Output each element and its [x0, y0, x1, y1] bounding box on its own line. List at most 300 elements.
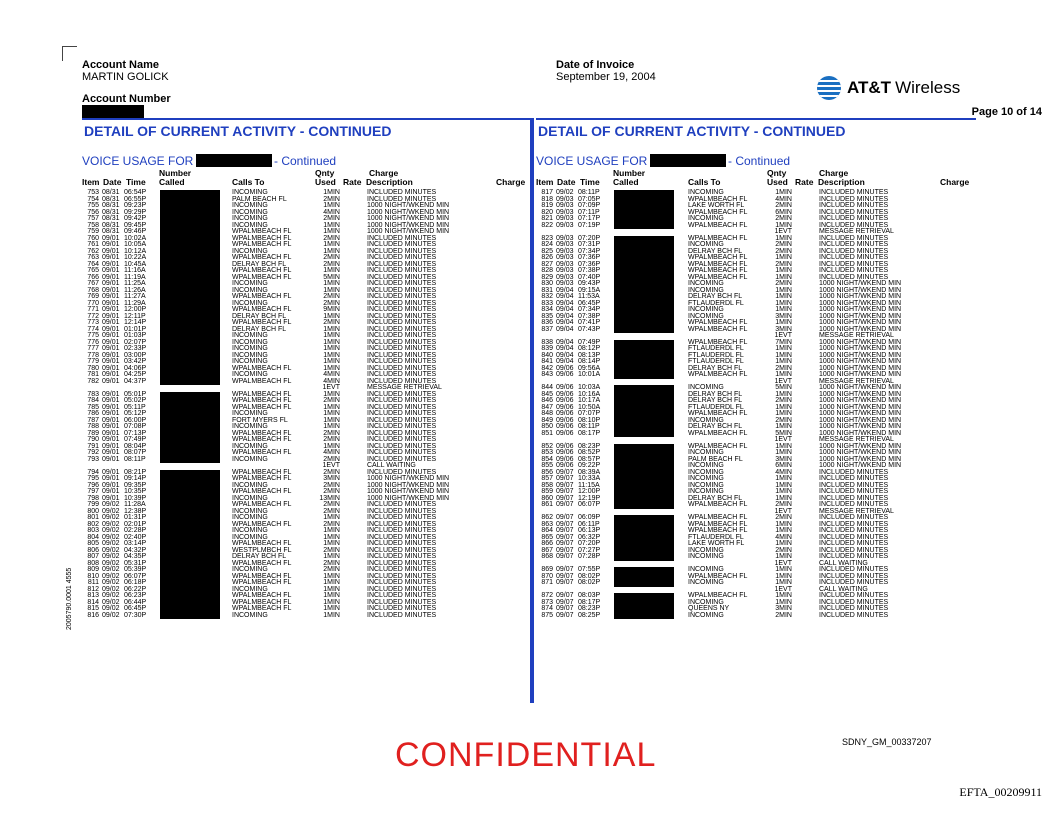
voice-suffix-right: - Continued — [728, 154, 791, 168]
cell-date: 09/01 — [102, 247, 120, 255]
cell-date: 09/01 — [102, 358, 120, 365]
cell-calls-to: WPALMBEACH FL — [232, 390, 292, 398]
cell-used: 1MIN — [775, 234, 792, 242]
cell-item: 755 — [87, 202, 99, 209]
cell-description: 1000 NIGHT/WKEND MIN — [819, 371, 902, 378]
cell-calls-to: LAKE WORTH FL — [688, 540, 745, 547]
cell-item: 865 — [541, 533, 553, 541]
cell-date: 09/07 — [556, 592, 574, 599]
cell-used: 1MIN — [323, 572, 340, 580]
page-number: Page 10 of 14 — [971, 106, 1042, 118]
cell-date: 09/01 — [102, 364, 120, 372]
cell-description: 1000 NIGHT/WKEND MIN — [819, 429, 902, 437]
cell-item: 827 — [541, 260, 553, 268]
cell-description: INCLUDED MINUTES — [819, 501, 889, 508]
cell-time: 08:25P — [578, 611, 601, 619]
cell-date: 09/07 — [556, 598, 574, 606]
cell-time: 09:15A — [578, 286, 601, 294]
cell-time: 07:17P — [578, 215, 601, 222]
cell-used: 1MIN — [323, 442, 340, 450]
cell-used: 5MIN — [775, 429, 792, 437]
cell-time: 07:49P — [124, 436, 147, 443]
cell-item: 758 — [87, 221, 99, 229]
cell-description: 1000 NIGHT/WKEND MIN — [819, 462, 902, 469]
cell-used: 1EVT — [774, 559, 792, 567]
cell-calls-to: DELRAY BCH FL — [688, 423, 743, 430]
voice-suffix-left: - Continued — [274, 154, 337, 168]
cell-used: 1MIN — [775, 442, 792, 450]
cell-description: 1000 NIGHT/WKEND MIN — [367, 215, 450, 222]
cell-description: INCLUDED MINUTES — [367, 280, 437, 287]
cell-time: 07:34P — [578, 306, 601, 313]
cell-calls-to: WPALMBEACH FL — [688, 208, 748, 216]
cell-date: 09/02 — [102, 605, 120, 612]
col-calls-to-left: Calls To — [232, 177, 265, 187]
cell-item: 805 — [87, 540, 99, 547]
cell-date: 09/01 — [102, 488, 120, 495]
cell-item: 823 — [541, 234, 553, 242]
cell-date: 09/01 — [102, 241, 120, 248]
cell-date: 09/06 — [556, 390, 574, 398]
cell-date: 09/03 — [556, 254, 574, 261]
cell-used: 1MIN — [775, 345, 792, 352]
cell-item: 774 — [87, 325, 99, 333]
cell-time: 02:40P — [124, 533, 147, 541]
cell-item: 867 — [541, 546, 553, 554]
cell-description: INCLUDED MINUTES — [819, 215, 889, 222]
cell-description: INCLUDED MINUTES — [367, 189, 437, 196]
cell-date: 09/07 — [556, 540, 574, 547]
cell-time: 06:44P — [124, 598, 147, 606]
cell-time: 11:26A — [124, 286, 146, 294]
cell-used: 2MIN — [323, 319, 340, 326]
cell-time: 10:22A — [124, 254, 147, 261]
cell-used: 2MIN — [775, 202, 792, 209]
cell-description: MESSAGE RETRIEVAL — [819, 377, 894, 385]
cell-item: 780 — [87, 364, 99, 372]
cell-date: 09/02 — [102, 501, 120, 508]
usage-table-right — [536, 190, 976, 619]
cell-calls-to: PALM BEACH FL — [688, 455, 743, 463]
cell-used: 1MIN — [775, 527, 792, 534]
cell-item: 849 — [541, 416, 553, 424]
cell-date: 08/31 — [102, 202, 120, 209]
cell-calls-to: WPALMBEACH FL — [688, 260, 748, 268]
cell-description: INCLUDED MINUTES — [367, 371, 437, 378]
cell-used: 2MIN — [323, 507, 340, 515]
cell-calls-to: INCOMING — [688, 215, 724, 222]
cell-date: 09/02 — [102, 559, 120, 567]
cell-description: INCLUDED MINUTES — [367, 514, 437, 521]
voice-prefix-right: VOICE USAGE FOR — [536, 154, 648, 168]
cell-calls-to: FTLAUDERDL FL — [688, 345, 744, 352]
cell-used: 1MIN — [323, 605, 340, 612]
cell-date: 09/03 — [556, 267, 574, 274]
cell-item: 773 — [87, 319, 99, 326]
cell-item: 804 — [87, 533, 99, 541]
phone-redaction-left — [196, 154, 272, 167]
cell-description: INCLUDED MINUTES — [367, 507, 437, 515]
cell-description: 1000 NIGHT/WKEND MIN — [819, 403, 902, 411]
cell-date: 09/07 — [556, 533, 574, 541]
cell-item: 770 — [87, 299, 99, 307]
col-charge-top-left: Charge — [369, 168, 399, 178]
cell-used: 1MIN — [323, 358, 340, 365]
cell-date: 09/04 — [556, 345, 574, 352]
cell-description: INCLUDED MINUTES — [819, 514, 889, 521]
cell-date: 08/31 — [102, 195, 120, 203]
cell-description: INCLUDED MINUTES — [819, 208, 889, 216]
cell-used: 4MIN — [323, 371, 340, 378]
cell-time: 09:43P — [578, 280, 601, 287]
cell-description: INCLUDED MINUTES — [819, 468, 889, 476]
cell-calls-to: INCOMING — [232, 202, 268, 209]
cell-calls-to: INCOMING — [232, 299, 268, 307]
cell-time: 07:20P — [578, 234, 601, 242]
cell-description: INCLUDED MINUTES — [367, 455, 437, 463]
cell-calls-to: INCOMING — [688, 481, 724, 489]
cell-item: 761 — [87, 241, 99, 248]
cell-time: 09:35P — [124, 481, 147, 489]
cell-description: INCLUDED MINUTES — [819, 202, 889, 209]
cell-date: 09/03 — [556, 273, 574, 281]
cell-description: CALL WAITING — [819, 559, 868, 567]
cell-used: 1MIN — [775, 189, 792, 196]
cell-item: 775 — [87, 332, 99, 339]
cell-date: 09/01 — [102, 293, 120, 300]
cell-used: 1EVT — [322, 384, 340, 391]
cell-used: 2MIN — [323, 546, 340, 554]
cell-calls-to: DELRAY BCH FL — [232, 260, 287, 268]
cell-description: 1000 NIGHT/WKEND MIN — [819, 364, 902, 372]
col-qnty-left: Qnty — [315, 168, 335, 178]
cell-used: 1MIN — [775, 267, 792, 274]
cell-time: 08:10P — [578, 416, 601, 424]
cell-item: 782 — [87, 377, 99, 385]
cell-used: 1MIN — [323, 514, 340, 521]
cell-calls-to: INCOMING — [688, 189, 724, 196]
cell-time: 08:17P — [578, 429, 601, 437]
cell-item: 781 — [87, 371, 99, 378]
cell-item: 843 — [541, 371, 553, 378]
cell-description: INCLUDED MINUTES — [367, 377, 437, 385]
cell-description: INCLUDED MINUTES — [819, 260, 889, 268]
cell-used: 9MIN — [323, 306, 340, 313]
cell-time: 07:41P — [578, 319, 601, 326]
cell-used: 1MIN — [775, 553, 792, 560]
cell-used: 2MIN — [775, 215, 792, 222]
cell-date: 09/01 — [102, 351, 120, 359]
col-used-right: Used — [767, 177, 788, 187]
cell-item: 793 — [87, 455, 99, 463]
cell-calls-to: INCOMING — [232, 455, 268, 463]
cell-description: 1000 NIGHT/WKEND MIN — [819, 338, 902, 346]
cell-description: INCLUDED MINUTES — [367, 351, 437, 359]
cell-used: 1MIN — [775, 592, 792, 599]
cell-item: 799 — [87, 501, 99, 508]
cell-description: INCLUDED MINUTES — [367, 260, 437, 268]
cell-description: 1000 NIGHT/WKEND MIN — [367, 488, 450, 495]
cell-used: 6MIN — [775, 208, 792, 216]
cell-item: 783 — [87, 390, 99, 398]
cell-time: 10:33A — [578, 475, 601, 482]
cell-calls-to: INCOMING — [232, 286, 268, 294]
cell-calls-to: INCOMING — [232, 442, 268, 450]
cell-time: 07:34P — [578, 247, 601, 255]
cell-time: 07:55P — [578, 566, 601, 573]
cell-used: 2MIN — [775, 397, 792, 404]
cell-date: 09/02 — [102, 520, 120, 528]
cell-description: INCLUDED MINUTES — [819, 533, 889, 541]
cell-date: 08/31 — [102, 228, 120, 235]
cell-calls-to: WPALMBEACH FL — [688, 410, 748, 417]
cell-description: 1000 NIGHT/WKEND MIN — [819, 384, 902, 391]
cell-date: 09/07 — [556, 475, 574, 482]
cell-calls-to: WPALMBEACH FL — [688, 221, 748, 229]
cell-date: 09/01 — [102, 319, 120, 326]
cell-description: INCLUDED MINUTES — [367, 312, 437, 320]
cell-calls-to: INCOMING — [232, 247, 268, 255]
cell-calls-to: WESTPLMBCH FL — [232, 546, 292, 554]
cell-used: 1MIN — [323, 202, 340, 209]
cell-item: 841 — [541, 358, 553, 365]
cell-calls-to: INCOMING — [688, 462, 724, 469]
section-title-left: DETAIL OF CURRENT ACTIVITY - CONTINUED — [84, 123, 392, 139]
cell-item: 864 — [541, 527, 553, 534]
col-date-right: Date — [557, 177, 576, 187]
cell-time: 09:46P — [124, 228, 147, 235]
cell-time: 08:14P — [578, 358, 601, 365]
cell-time: 06:07P — [578, 501, 601, 508]
cell-description: 1000 NIGHT/WKEND MIN — [819, 390, 902, 398]
cell-date: 09/04 — [556, 325, 574, 333]
cell-date: 09/06 — [556, 410, 574, 417]
cell-time: 08:17P — [578, 598, 601, 606]
cell-time: 12:00P — [124, 306, 147, 313]
cell-description: INCLUDED MINUTES — [367, 540, 437, 547]
cell-date: 09/07 — [556, 501, 574, 508]
cell-used: 1MIN — [775, 449, 792, 456]
cell-time: 09:29P — [124, 208, 147, 216]
cell-calls-to: INCOMING — [232, 566, 268, 573]
cell-calls-to: WPALMBEACH FL — [688, 572, 748, 580]
cell-used: 1MIN — [323, 241, 340, 248]
cell-date: 09/02 — [102, 540, 120, 547]
cell-used: 1MIN — [323, 611, 340, 619]
cell-time: 06:55P — [124, 195, 147, 203]
cell-date: 09/03 — [556, 247, 574, 255]
cell-item: 808 — [87, 559, 99, 567]
cell-description: INCLUDED MINUTES — [367, 579, 437, 586]
col-description-left: Description — [366, 177, 413, 187]
cell-used: 1MIN — [323, 403, 340, 411]
cell-calls-to: WPALMBEACH FL — [232, 436, 292, 443]
cell-description: 1000 NIGHT/WKEND MIN — [819, 299, 902, 307]
cell-calls-to: WPALMBEACH FL — [688, 592, 748, 599]
cell-time: 08:21P — [124, 468, 147, 476]
cell-item: 787 — [87, 416, 99, 424]
cell-description: INCLUDED MINUTES — [819, 234, 889, 242]
cell-description: 1000 NIGHT/WKEND MIN — [819, 423, 902, 430]
cell-used: 1MIN — [775, 358, 792, 365]
cell-used: 3MIN — [775, 325, 792, 333]
cell-date: 09/06 — [556, 455, 574, 463]
cell-time: 10:39P — [124, 494, 147, 502]
cell-item: 872 — [541, 592, 553, 599]
cell-used: 2MIN — [323, 215, 340, 222]
cell-description: INCLUDED MINUTES — [367, 468, 437, 476]
cell-item: 806 — [87, 546, 99, 554]
column-headers-right — [536, 168, 976, 190]
cell-calls-to: WPALMBEACH FL — [232, 228, 292, 235]
cell-used: 1MIN — [775, 579, 792, 586]
cell-time: 09:45P — [124, 221, 147, 229]
cell-item: 797 — [87, 488, 99, 495]
cell-calls-to: WPALMBEACH FL — [688, 442, 748, 450]
cell-description: INCLUDED MINUTES — [367, 390, 437, 398]
cell-date: 09/01 — [102, 371, 120, 378]
cell-used: 1MIN — [323, 423, 340, 430]
cell-calls-to: INCOMING — [688, 416, 724, 424]
cell-item: 825 — [541, 247, 553, 255]
cell-time: 11:16A — [124, 267, 146, 274]
cell-time: 03:42P — [124, 358, 147, 365]
cell-calls-to: WPALMBEACH FL — [232, 449, 292, 456]
cell-item: 790 — [87, 436, 99, 443]
cell-date: 09/06 — [556, 403, 574, 411]
cell-time: 06:00P — [124, 416, 147, 424]
col-rate-right: Rate — [795, 177, 814, 187]
cell-date: 09/02 — [102, 611, 120, 619]
cell-description: 1000 NIGHT/WKEND MIN — [819, 325, 902, 333]
cell-description: INCLUDED MINUTES — [819, 579, 889, 586]
cell-time: 05:31P — [124, 559, 147, 567]
cell-calls-to: PALM BEACH FL — [232, 195, 287, 203]
cell-used: 1EVT — [774, 332, 792, 339]
cell-used: 1MIN — [323, 364, 340, 372]
cell-item: 813 — [87, 592, 99, 599]
account-number-redaction — [82, 105, 144, 119]
cell-time: 07:43P — [578, 325, 601, 333]
cell-item: 778 — [87, 351, 99, 359]
cell-item: 873 — [541, 598, 553, 606]
cell-time: 08:13P — [578, 351, 601, 359]
cell-used: 7MIN — [775, 338, 792, 346]
invoice-date-label: Date of Invoice — [556, 59, 635, 71]
cell-used: 1MIN — [323, 533, 340, 541]
section-header-right — [536, 118, 976, 138]
cell-item: 842 — [541, 364, 553, 372]
cell-date: 09/04 — [556, 306, 574, 313]
cell-used: 1MIN — [775, 273, 792, 281]
cell-time: 03:14P — [124, 540, 147, 547]
cell-time: 08:57P — [578, 455, 601, 463]
voice-usage-heading-right — [536, 154, 976, 168]
cell-calls-to: INCOMING — [688, 546, 724, 554]
cell-time: 10:45A — [124, 260, 147, 268]
cell-item: 820 — [541, 208, 553, 216]
cell-item: 839 — [541, 345, 553, 352]
cell-used: 2MIN — [775, 280, 792, 287]
cell-item: 856 — [541, 468, 553, 476]
cell-used: 3MIN — [775, 605, 792, 612]
cell-date: 09/02 — [102, 579, 120, 586]
cell-used: 2MIN — [323, 566, 340, 573]
cell-date: 09/01 — [102, 332, 120, 339]
col-time-right: Time — [580, 177, 600, 187]
cell-time: 08:04P — [124, 442, 147, 450]
cell-calls-to: FTLAUDERDL FL — [688, 533, 744, 541]
cell-calls-to: WPALMBEACH FL — [688, 520, 748, 528]
cell-used: 1MIN — [323, 286, 340, 294]
cell-time: 08:23P — [578, 442, 601, 450]
col-called-right: Called — [613, 177, 639, 187]
cell-calls-to: INCOMING — [688, 566, 724, 573]
cell-item: 832 — [541, 293, 553, 300]
cell-item: 817 — [541, 189, 553, 196]
cell-time: 11:19A — [124, 273, 146, 281]
cell-date: 09/04 — [556, 286, 574, 294]
cell-used: 2MIN — [323, 195, 340, 203]
cell-description: INCLUDED MINUTES — [819, 598, 889, 606]
cell-used: 2MIN — [323, 397, 340, 404]
cell-description: INCLUDED MINUTES — [367, 559, 437, 567]
cell-description: INCLUDED MINUTES — [367, 286, 437, 294]
cell-item: 870 — [541, 572, 553, 580]
cell-item: 810 — [87, 572, 99, 580]
cell-description: INCLUDED MINUTES — [819, 189, 889, 196]
cell-calls-to: INCOMING — [232, 338, 268, 346]
cell-item: 855 — [541, 462, 553, 469]
cell-description: INCLUDED MINUTES — [367, 572, 437, 580]
cell-description: 1000 NIGHT/WKEND MIN — [819, 280, 902, 287]
cell-date: 09/04 — [556, 312, 574, 320]
cell-description: INCLUDED MINUTES — [819, 195, 889, 203]
col-charge-top-right: Charge — [819, 168, 849, 178]
cell-item: 766 — [87, 273, 99, 281]
cell-item: 835 — [541, 312, 553, 320]
cell-description: INCLUDED MINUTES — [819, 221, 889, 229]
cell-time: 09:14P — [124, 475, 147, 482]
cell-date: 09/01 — [102, 273, 120, 281]
cell-date: 09/01 — [102, 306, 120, 313]
cell-item: 803 — [87, 527, 99, 534]
cell-time: 07:38P — [578, 312, 601, 320]
cell-used: 1MIN — [775, 254, 792, 261]
cell-time: 10:17A — [578, 397, 601, 404]
cell-description: INCLUDED MINUTES — [367, 553, 437, 560]
cell-date: 09/02 — [102, 566, 120, 573]
cell-used: 1MIN — [775, 488, 792, 495]
cell-item: 772 — [87, 312, 99, 320]
cell-item: 822 — [541, 221, 553, 229]
phone-redaction-right — [650, 154, 726, 167]
cell-date: 09/03 — [556, 234, 574, 242]
cell-calls-to: INCOMING — [688, 312, 724, 320]
cell-date: 09/02 — [102, 527, 120, 534]
cell-time: 10:16A — [578, 390, 601, 398]
cell-item: 802 — [87, 520, 99, 528]
cell-time: 04:35P — [124, 553, 147, 560]
cell-item: 874 — [541, 605, 553, 612]
cell-item: 768 — [87, 286, 99, 294]
cell-date: 09/01 — [102, 429, 120, 437]
cell-item: 800 — [87, 507, 99, 515]
cell-date: 09/02 — [102, 546, 120, 554]
cell-date: 09/04 — [556, 351, 574, 359]
cell-description: 1000 NIGHT/WKEND MIN — [819, 449, 902, 456]
cell-used: 1MIN — [775, 494, 792, 502]
